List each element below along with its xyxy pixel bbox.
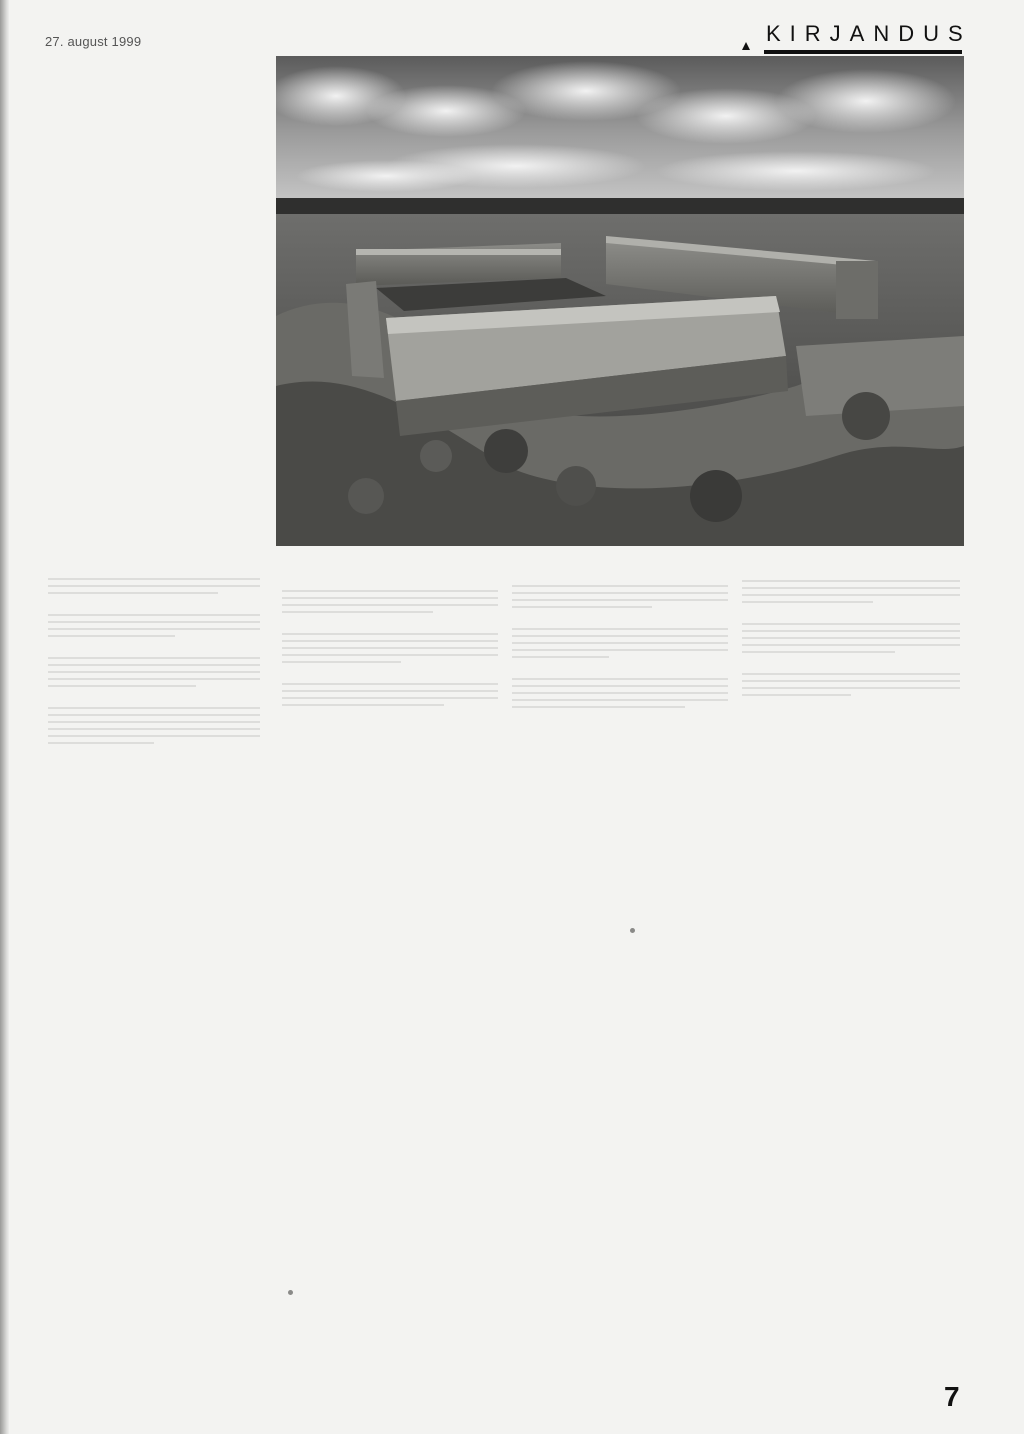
- issue-date: 27. august 1999: [45, 34, 142, 49]
- section-header: [740, 20, 972, 60]
- ruins-photo-icon: [276, 56, 964, 546]
- text-column-3: [512, 585, 728, 708]
- triangle-icon: [742, 42, 750, 50]
- section-rule: [764, 50, 962, 54]
- speck: [630, 928, 635, 933]
- speck: [288, 1290, 293, 1295]
- text-column-1: [48, 578, 260, 744]
- page-edge: [0, 0, 9, 1434]
- section-title: KIRJANDUS: [766, 21, 972, 46]
- text-column-2: [282, 590, 498, 706]
- text-column-4: [742, 580, 960, 696]
- page-number: 7: [944, 1381, 960, 1412]
